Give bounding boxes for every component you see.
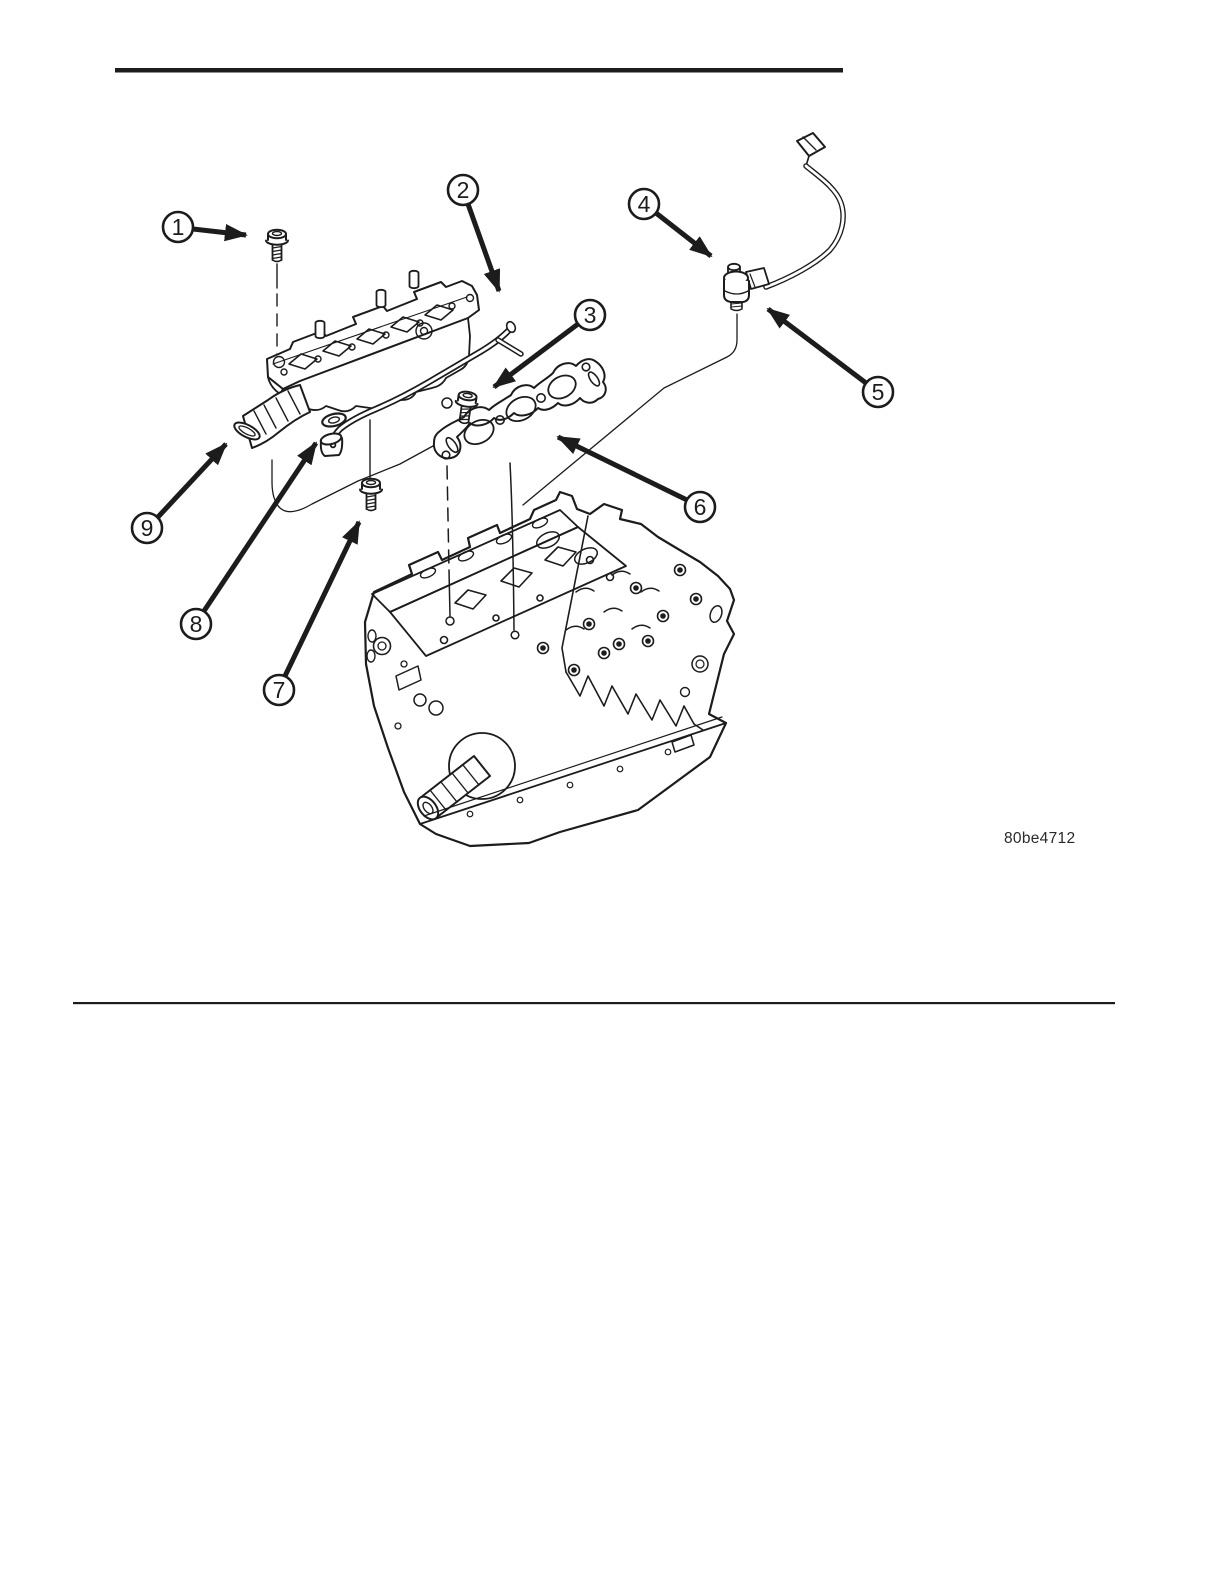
grommet-seals-drawing <box>320 411 347 456</box>
gasket-leader-left-solid <box>449 570 450 616</box>
bottom-rule <box>73 1002 1115 1004</box>
callout-4 <box>629 189 659 219</box>
figure-code: 80be4712 <box>1004 830 1076 847</box>
callout-4-label: 4 <box>637 191 651 217</box>
arrow-2 <box>468 204 499 291</box>
callout-6 <box>685 492 715 522</box>
gasket-hose-leader <box>272 440 444 512</box>
tube-stub-core <box>498 340 521 354</box>
arrow-9 <box>158 444 226 517</box>
callout-6-label: 6 <box>693 494 707 520</box>
callout-1 <box>163 212 193 242</box>
arrow-5 <box>768 309 866 383</box>
callout-1-label: 1 <box>171 214 185 240</box>
callout-9-label: 9 <box>140 515 154 541</box>
callout-8-label: 8 <box>189 611 203 637</box>
sensor-body <box>724 264 769 311</box>
callout-5-label: 5 <box>871 379 885 405</box>
engine-silhouette <box>365 492 734 846</box>
callout-9 <box>132 513 162 543</box>
arrow-6 <box>558 437 687 500</box>
wire-connector <box>797 133 825 166</box>
callout-7-label: 7 <box>272 677 286 703</box>
grommet-cup <box>320 432 343 456</box>
tube-bracket-tab <box>442 398 452 408</box>
callout-8 <box>181 609 211 639</box>
engine-block-drawing <box>365 492 734 846</box>
callout-5 <box>863 377 893 407</box>
callout-2 <box>448 175 478 205</box>
top-rule <box>115 68 843 73</box>
arrow-8 <box>204 443 316 611</box>
callout-7 <box>264 675 294 705</box>
gasket-leader-left-dashed <box>447 466 449 570</box>
intake-gasket-drawing <box>434 359 606 459</box>
manifold-bolt-1 <box>266 230 288 262</box>
gasket-outline <box>434 359 606 458</box>
callout-2-label: 2 <box>456 177 470 203</box>
arrow-4 <box>656 213 711 256</box>
arrow-7 <box>285 522 359 676</box>
corrugated-hose-drawing <box>232 385 310 448</box>
tube-bolt-7 <box>360 479 382 511</box>
arrow-1 <box>193 229 246 235</box>
sensor-drawing <box>724 133 843 311</box>
callout-3-label: 3 <box>583 302 597 328</box>
callout-3 <box>575 300 605 330</box>
